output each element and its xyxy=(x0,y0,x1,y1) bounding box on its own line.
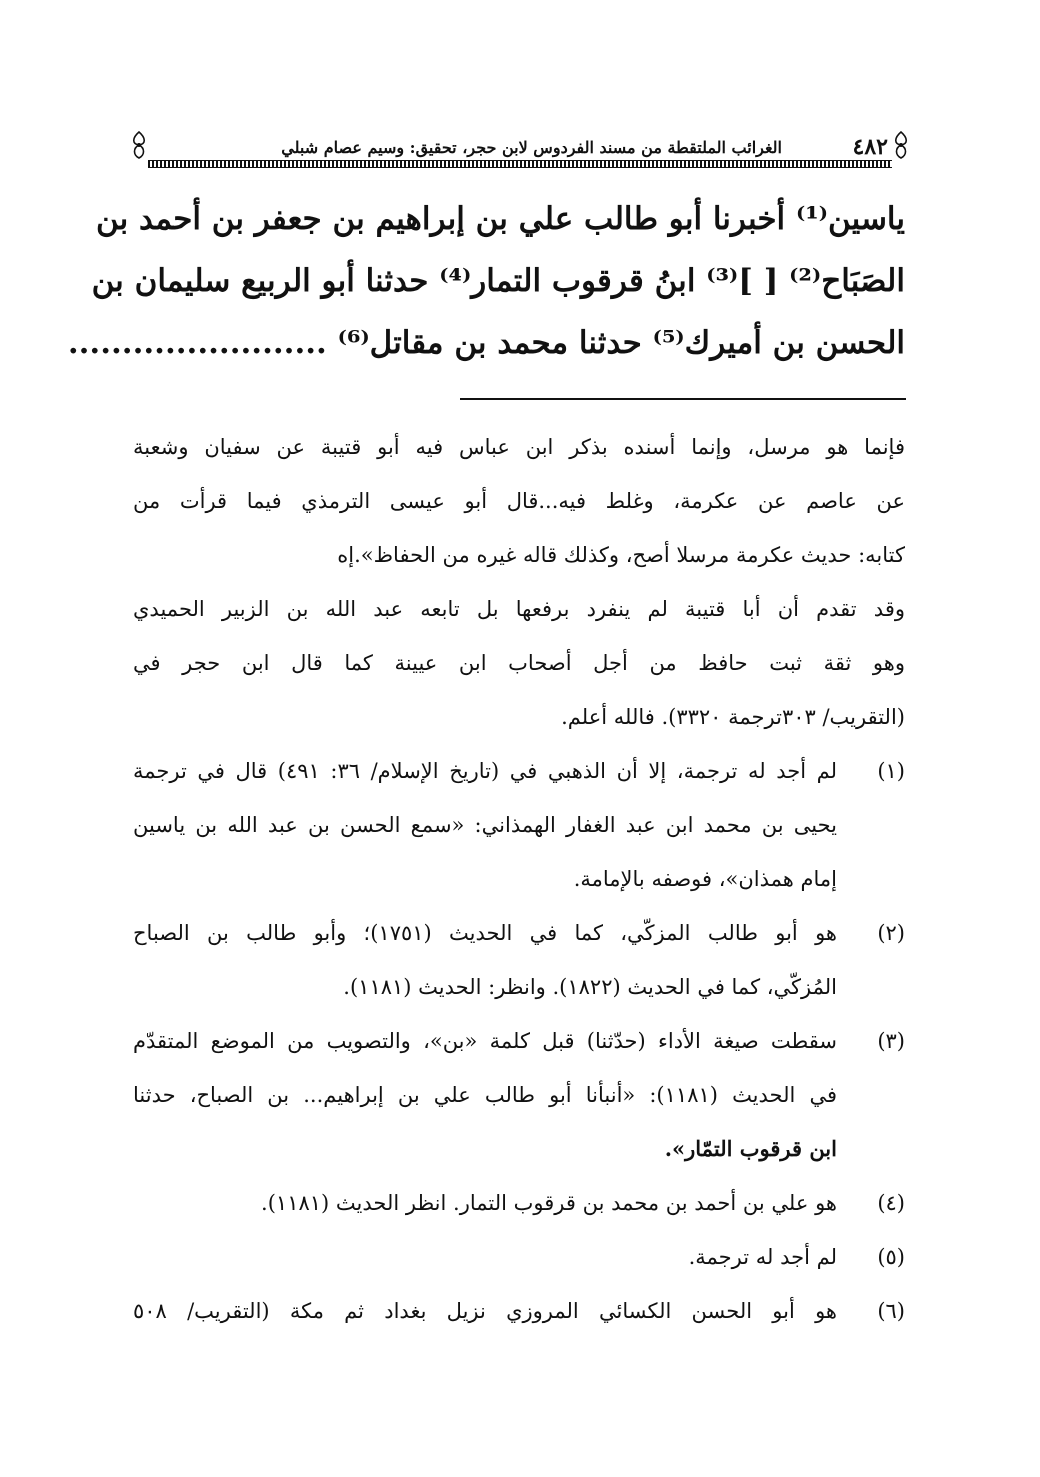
footnote-line: كتابه: حديث عكرمة مرسلا أصح، وكذلك قاله غيره من الحفاظ».إه xyxy=(337,543,905,567)
footnote-number: (٦) xyxy=(877,1299,905,1323)
footnote-item xyxy=(133,1230,905,1284)
footnote-continuation xyxy=(133,420,905,744)
footnote-number: (٥) xyxy=(877,1245,905,1269)
footnote-item xyxy=(133,744,905,906)
footnote-line: لم أجد له ترجمة، إلا أن الذهبي في (تاريخ الإسلام/ ٣٦: ٤٩١) قال في ترجمة xyxy=(133,759,837,783)
ornament-icon xyxy=(128,130,150,160)
footnote-line: وهو ثقة ثبت حافظ من أجل أصحاب ابن عيينة كما قال ابن حجر في xyxy=(133,651,905,675)
footnote-line: هو أبو الحسن الكسائي المروزي نزيل بغداد ثم مكة (التقريب/ ٥٠٨ xyxy=(133,1299,837,1323)
footnote-line: في الحديث (١١٨١): «أنبأنا أبو طالب علي بن إبراهيم... بن الصباح، حدثنا xyxy=(133,1083,837,1107)
footnote-line: ابن قرقوب التمّار». xyxy=(664,1136,837,1161)
footnotes xyxy=(133,420,905,1338)
footnote-line: المُزكّي، كما في الحديث (١٨٢٢). وانظر: الحديث (١١٨١). xyxy=(343,975,837,999)
footnote-item xyxy=(133,1014,905,1176)
main-text-line: الحسن بن أميرك⁽⁵⁾ حدثنا محمد بن مقاتل⁽⁶⁾ ........................ xyxy=(67,325,905,361)
footnote-number: (٤) xyxy=(877,1191,905,1215)
footnote-item xyxy=(133,1284,905,1338)
footnote-separator xyxy=(460,398,906,400)
main-text-line: الصَبَاح⁽²⁾ [ ]⁽³⁾ ابنُ قرقوب التمار⁽⁴⁾ حدثنا أبو الربيع سليمان بن xyxy=(91,263,905,299)
footnote-item xyxy=(133,906,905,1014)
header-rule xyxy=(148,160,892,168)
footnote-number: (٣) xyxy=(877,1029,905,1053)
main-text xyxy=(67,188,905,374)
footnote-line: لم أجد له ترجمة. xyxy=(688,1245,837,1269)
footnote-line: إمام همذان»، فوصفه بالإمامة. xyxy=(573,867,837,891)
footnote-number: (٢) xyxy=(877,921,905,945)
footnote-line: هو علي بن أحمد بن محمد بن قرقوب التمار. انظر الحديث (١١٨١). xyxy=(261,1191,837,1215)
footnote-number: (١) xyxy=(877,759,905,783)
running-header xyxy=(128,128,912,168)
footnote-line: يحيى بن محمد ابن عبد الغفار الهمذاني: «سمع الحسن بن عبد الله بن ياسين xyxy=(133,813,837,837)
page-number: ٤٨٢ xyxy=(852,134,888,160)
footnote-line: وقد تقدم أن أبا قتيبة لم ينفرد برفعها بل تابعه عبد الله بن الزبير الحميدي xyxy=(133,597,905,621)
footnote-line: هو أبو طالب المزكّي، كما في الحديث (١٧٥١)؛ وأبو طالب بن الصباح xyxy=(133,921,837,945)
footnote-item xyxy=(133,1176,905,1230)
footnote-line: (التقريب/ ٣٠٣ترجمة ٣٣٢٠). فالله أعلم. xyxy=(561,705,905,729)
main-text-line: ياسين⁽¹⁾ أخبرنا أبو طالب علي بن إبراهيم بن جعفر بن أحمد بن xyxy=(96,201,905,237)
ornament-icon xyxy=(890,130,912,160)
footnote-line: فإنما هو مرسل، وإنما أسنده بذكر ابن عباس فيه أبو قتيبة عن سفيان وشعبة xyxy=(133,435,905,459)
footnote-line: عن عاصم عن عكرمة، وغلط فيه...قال أبو عيسى الترمذي فيما قرأت من xyxy=(133,489,905,513)
running-title: الغرائب الملتقطة من مسند الفردوس لابن حجر، تحقيق: وسيم عصام شبلي xyxy=(281,138,782,157)
footnote-line: سقطت صيغة الأداء (حدّثنا) قبل كلمة «بن»، والتصويب من الموضع المتقدّم xyxy=(133,1029,837,1053)
